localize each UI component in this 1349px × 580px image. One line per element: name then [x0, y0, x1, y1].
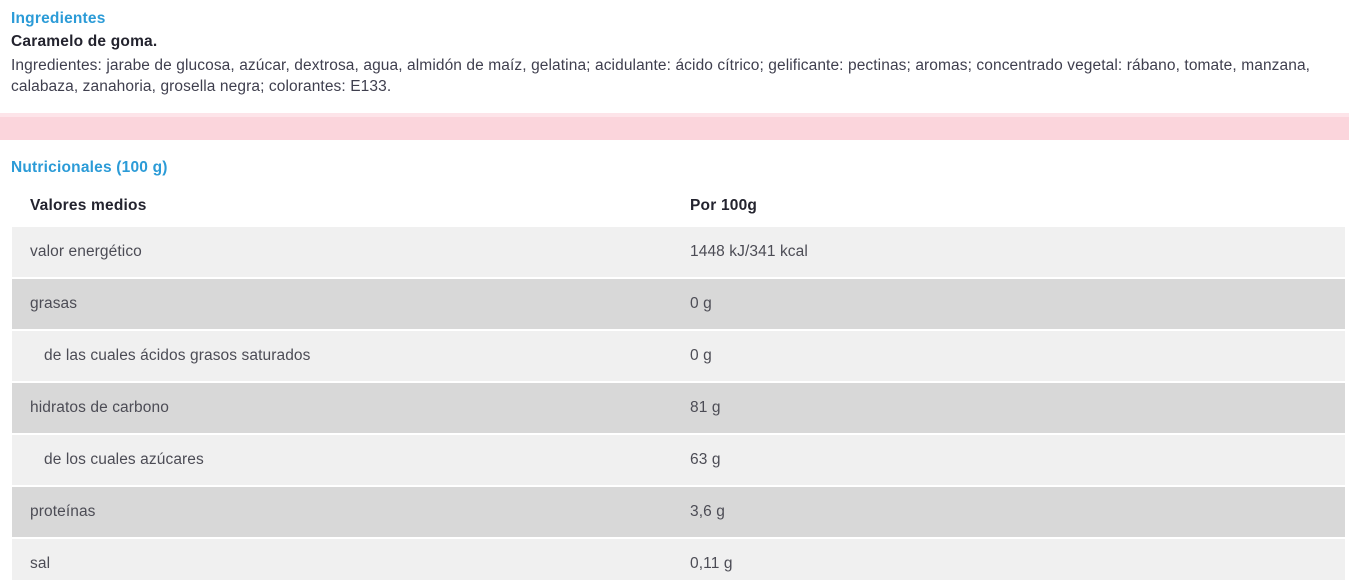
row-label: grasas	[30, 295, 78, 312]
table-row	[12, 383, 1345, 433]
table-row	[12, 487, 1345, 537]
table-row	[12, 279, 1345, 329]
product-name: Caramelo de goma.	[11, 33, 158, 50]
row-label: proteínas	[30, 503, 96, 520]
table-row	[12, 227, 1345, 277]
ingredients-section	[0, 0, 1349, 97]
row-value: 1448 kJ/341 kcal	[690, 243, 808, 260]
row-value: 81 g	[690, 399, 721, 416]
nutrition-heading: Nutricionales (100 g)	[11, 159, 168, 176]
row-value: 63 g	[690, 451, 721, 468]
row-value: 0 g	[690, 347, 712, 364]
ingredients-text: Ingredientes: jarabe de glucosa, azúcar, dextrosa, agua, almidón de maíz, gelatina; acidulante: ácido cítrico; gelificante: pectinas; aromas; concentrado vegetal: rábano, tomate, manzana, calabaza, zanahoria, grosella negra; colorantes: E133.	[11, 57, 1311, 95]
row-value: 0,11 g	[690, 555, 733, 572]
column-header-valores-medios: Valores medios	[30, 197, 147, 214]
row-value: 0 g	[690, 295, 712, 312]
row-value: 3,6 g	[690, 503, 725, 520]
nutrition-table	[12, 185, 1345, 580]
ingredients-heading: Ingredientes	[11, 10, 106, 27]
table-row	[12, 331, 1345, 381]
nutrition-table-header	[12, 185, 1345, 227]
nutrition-section	[0, 140, 1349, 580]
table-row	[12, 435, 1345, 485]
row-label: de los cuales azúcares	[44, 451, 204, 468]
table-row	[12, 539, 1345, 580]
nutrition-table-body	[12, 227, 1345, 580]
column-header-por-100g: Por 100g	[690, 197, 758, 214]
row-label: sal	[30, 555, 51, 572]
row-label: valor energético	[30, 243, 142, 260]
pink-divider-bar	[0, 113, 1349, 140]
row-label: de las cuales ácidos grasos saturados	[44, 347, 311, 364]
row-label: hidratos de carbono	[30, 399, 169, 416]
